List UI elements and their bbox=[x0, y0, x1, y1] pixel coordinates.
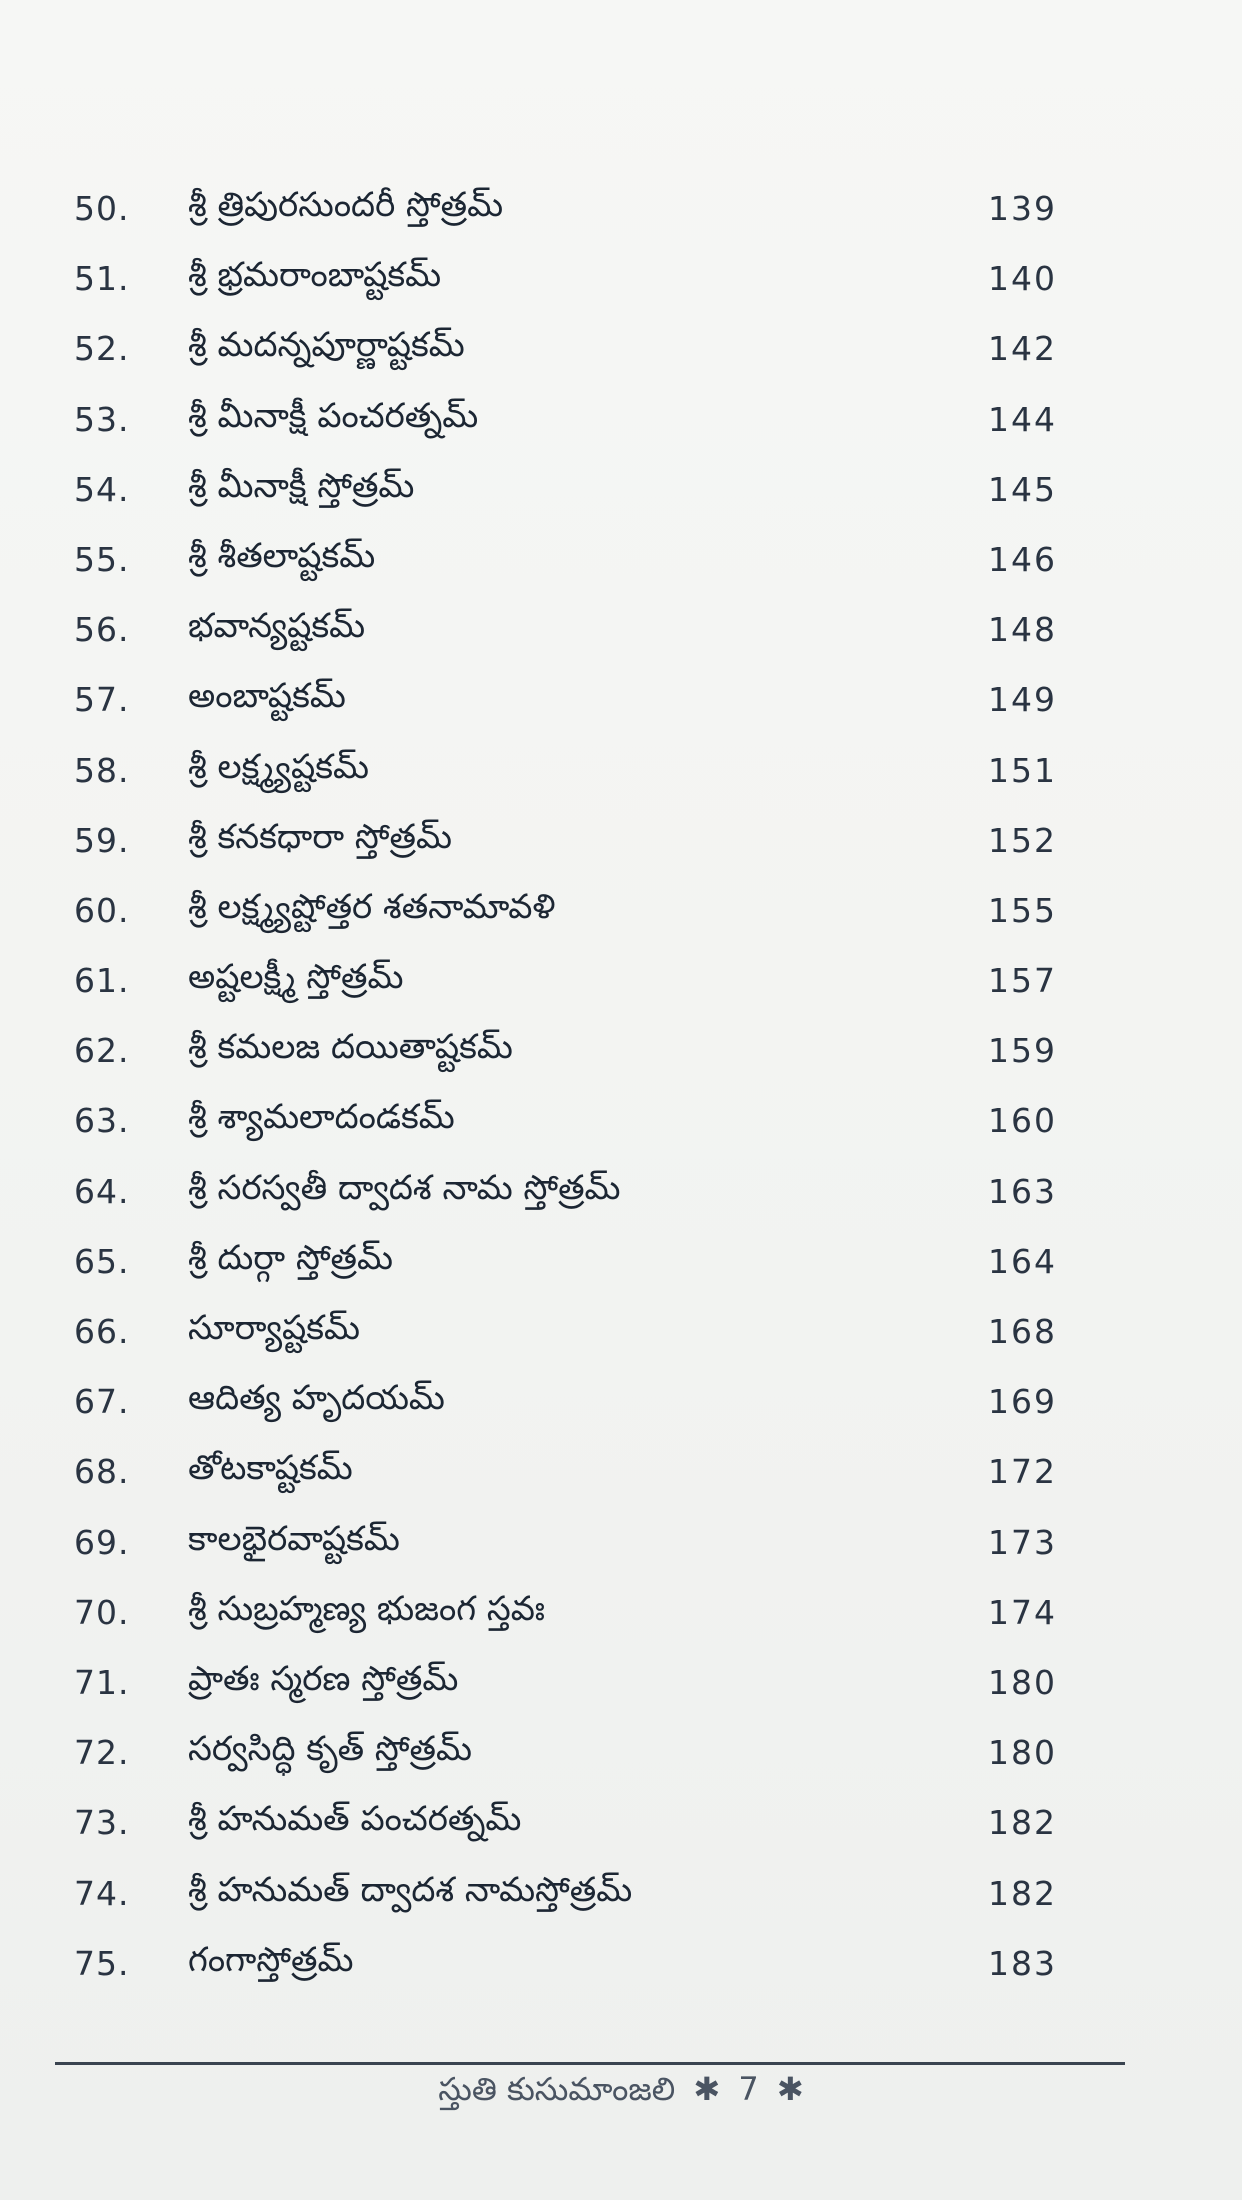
toc-entry bbox=[0, 1719, 1242, 1789]
star-right-icon: ✱ bbox=[776, 2070, 804, 2108]
entry-page-number: 157 bbox=[988, 961, 1057, 1001]
book-title: స్తుతి కుసుమాంజలి bbox=[438, 2070, 676, 2108]
entry-title: శ్రీ మదన్నపూర్ణాష్టకమ్ bbox=[188, 325, 465, 366]
entry-number: 63. bbox=[74, 1101, 130, 1141]
entry-number: 66. bbox=[74, 1312, 130, 1351]
entry-title: అంబాష్టకమ్ bbox=[188, 676, 346, 717]
entry-title: సర్వసిద్ధి కృత్ స్తోత్రమ్ bbox=[188, 1729, 472, 1770]
entry-title: శ్రీ హనుమత్ ద్వాదశ నామస్తోత్రమ్ bbox=[188, 1869, 633, 1910]
entry-title: శ్రీ త్రిపురసుందరీ స్తోత్రమ్ bbox=[188, 185, 504, 225]
entry-page-number: 160 bbox=[988, 1101, 1057, 1141]
toc-entry bbox=[0, 245, 1242, 315]
entry-page-number: 180 bbox=[988, 1733, 1057, 1773]
entry-title: శ్రీ శ్యామలాదండకమ్ bbox=[188, 1097, 455, 1138]
entry-number: 53. bbox=[74, 399, 130, 439]
entry-page-number: 155 bbox=[988, 890, 1057, 930]
entry-title: గంగాస్తోత్రమ్ bbox=[188, 1939, 354, 1980]
toc-entry bbox=[0, 877, 1242, 947]
entry-number: 64. bbox=[74, 1171, 130, 1211]
entry-title: శ్రీ సుబ్రహ్మణ్య భుజంగ స్తవః bbox=[188, 1588, 545, 1629]
entry-number: 55. bbox=[74, 539, 130, 579]
entry-number: 60. bbox=[74, 890, 130, 930]
toc-entry bbox=[0, 1860, 1242, 1930]
entry-page-number: 174 bbox=[988, 1592, 1057, 1632]
entry-page-number: 145 bbox=[988, 469, 1057, 509]
entry-number: 70. bbox=[74, 1592, 130, 1632]
toc-entry bbox=[0, 666, 1242, 736]
entry-number: 52. bbox=[74, 329, 130, 369]
entry-page-number: 182 bbox=[988, 1803, 1057, 1843]
table-of-contents bbox=[0, 175, 1242, 2000]
toc-entry bbox=[0, 596, 1242, 666]
entry-title: శ్రీ సరస్వతీ ద్వాదశ నామ స్తోత్రమ్ bbox=[188, 1167, 621, 1208]
entry-title: ఆదిత్య హృదయమ్ bbox=[188, 1378, 445, 1419]
toc-entry bbox=[0, 1158, 1242, 1228]
entry-page-number: 149 bbox=[988, 680, 1057, 720]
toc-entry bbox=[0, 1649, 1242, 1719]
entry-page-number: 148 bbox=[988, 610, 1057, 650]
entry-title: తోటకాష్టకమ్ bbox=[188, 1448, 353, 1489]
entry-title: అష్టలక్ష్మీ స్తోత్రమ్ bbox=[188, 957, 404, 998]
entry-number: 51. bbox=[74, 259, 130, 299]
entry-number: 50. bbox=[74, 189, 130, 228]
entry-number: 69. bbox=[74, 1522, 130, 1562]
entry-page-number: 159 bbox=[988, 1031, 1057, 1071]
entry-number: 73. bbox=[74, 1803, 130, 1843]
toc-entry bbox=[0, 1438, 1242, 1508]
entry-page-number: 172 bbox=[988, 1452, 1057, 1492]
entry-title: శ్రీ మీనాక్షీ స్తోత్రమ్ bbox=[188, 465, 415, 506]
entry-number: 67. bbox=[74, 1382, 130, 1422]
entry-title: భవాన్యష్టకమ్ bbox=[188, 606, 366, 647]
entry-number: 57. bbox=[74, 680, 130, 720]
entry-number: 74. bbox=[74, 1873, 130, 1913]
toc-entry bbox=[0, 315, 1242, 385]
entry-page-number: 169 bbox=[988, 1382, 1057, 1422]
page-footer bbox=[0, 2070, 1242, 2116]
entry-title: శ్రీ లక్ష్మ్యష్టకమ్ bbox=[188, 746, 369, 787]
entry-title: శ్రీ మీనాక్షీ పంచరత్నమ్ bbox=[188, 395, 479, 436]
entry-page-number: 173 bbox=[988, 1522, 1057, 1562]
toc-entry bbox=[0, 1368, 1242, 1438]
toc-entry bbox=[0, 1579, 1242, 1649]
toc-entry bbox=[0, 1087, 1242, 1157]
toc-entry bbox=[0, 526, 1242, 596]
toc-entry bbox=[0, 1298, 1242, 1368]
toc-entry bbox=[0, 1228, 1242, 1298]
entry-title: శ్రీ భ్రమరాంబాష్టకమ్ bbox=[188, 255, 442, 296]
star-left-icon: ✱ bbox=[693, 2070, 721, 2108]
entry-number: 65. bbox=[74, 1241, 130, 1281]
entry-number: 61. bbox=[74, 961, 130, 1001]
entry-page-number: 183 bbox=[988, 1943, 1057, 1983]
toc-entry bbox=[0, 807, 1242, 877]
entry-page-number: 182 bbox=[988, 1873, 1057, 1913]
entry-number: 58. bbox=[74, 750, 130, 790]
entry-page-number: 180 bbox=[988, 1662, 1057, 1702]
toc-entry bbox=[0, 1017, 1242, 1087]
toc-entry bbox=[0, 737, 1242, 807]
entry-page-number: 168 bbox=[988, 1312, 1057, 1351]
entry-page-number: 140 bbox=[988, 259, 1057, 299]
entry-page-number: 164 bbox=[988, 1241, 1057, 1281]
entry-title: శ్రీ శీతలాష్టకమ్ bbox=[188, 535, 376, 576]
entry-title: శ్రీ హనుమత్ పంచరత్నమ్ bbox=[188, 1799, 522, 1840]
entry-page-number: 151 bbox=[988, 750, 1057, 790]
entry-page-number: 139 bbox=[988, 189, 1057, 228]
toc-entry bbox=[0, 175, 1242, 245]
entry-number: 54. bbox=[74, 469, 130, 509]
toc-entry bbox=[0, 456, 1242, 526]
entry-number: 59. bbox=[74, 820, 130, 860]
entry-number: 62. bbox=[74, 1031, 130, 1071]
entry-page-number: 142 bbox=[988, 329, 1057, 369]
entry-title: ప్రాతః స్మరణ స్తోత్రమ్ bbox=[188, 1658, 459, 1699]
entry-title: శ్రీ లక్ష్మ్యష్టోత్తర శతనామావళి bbox=[188, 886, 556, 927]
entry-page-number: 163 bbox=[988, 1171, 1057, 1211]
entry-number: 68. bbox=[74, 1452, 130, 1492]
entry-number: 75. bbox=[74, 1943, 130, 1983]
entry-page-number: 146 bbox=[988, 539, 1057, 579]
page-number: 7 bbox=[738, 2070, 759, 2108]
toc-entry bbox=[0, 947, 1242, 1017]
toc-entry bbox=[0, 1789, 1242, 1859]
toc-entry bbox=[0, 1930, 1242, 2000]
entry-title: శ్రీ కమలజ దయితాష్టకమ్ bbox=[188, 1027, 513, 1068]
entry-title: కాలభైరవాష్టకమ్ bbox=[188, 1518, 400, 1559]
toc-entry bbox=[0, 386, 1242, 456]
entry-title: శ్రీ కనకధారా స్తోత్రమ్ bbox=[188, 816, 452, 857]
entry-page-number: 152 bbox=[988, 820, 1057, 860]
toc-entry bbox=[0, 1509, 1242, 1579]
entry-title: సూర్యాష్టకమ్ bbox=[188, 1308, 360, 1348]
entry-number: 71. bbox=[74, 1662, 130, 1702]
entry-title: శ్రీ దుర్గా స్తోత్రమ్ bbox=[188, 1237, 393, 1278]
entry-page-number: 144 bbox=[988, 399, 1057, 439]
entry-number: 72. bbox=[74, 1733, 130, 1773]
entry-number: 56. bbox=[74, 610, 130, 650]
footer-divider bbox=[55, 2062, 1125, 2065]
